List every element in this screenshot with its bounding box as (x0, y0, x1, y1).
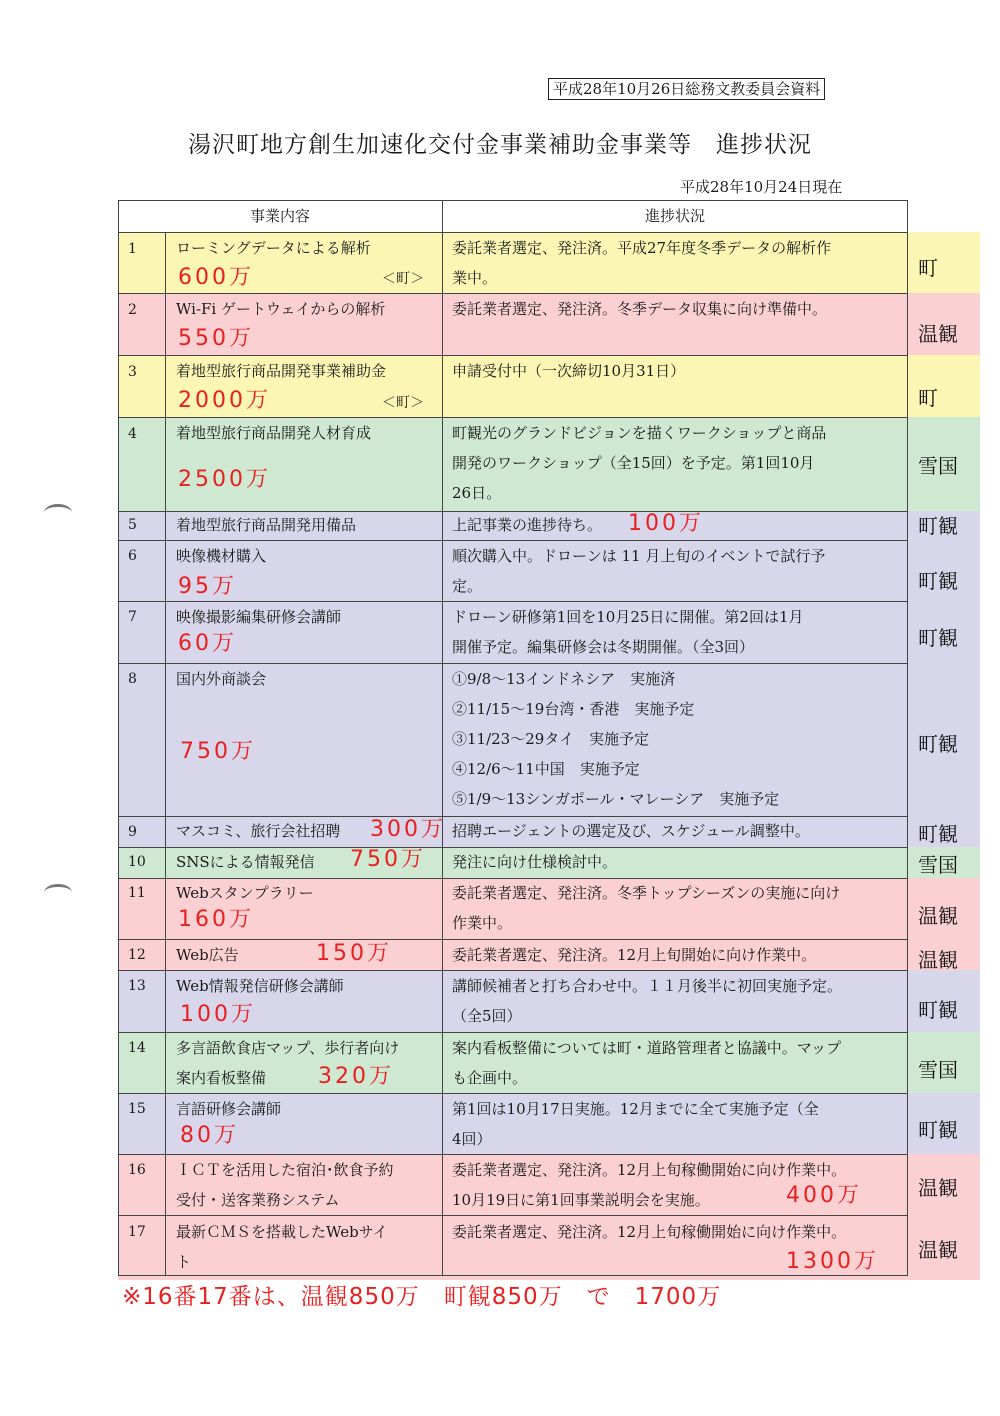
row-number: 15 (128, 1101, 146, 1117)
department-label: 雪国 (918, 853, 958, 877)
progress-line: 委託業者選定、発注済。12月上旬開始に向け作業中。 (452, 946, 817, 964)
amount-annotation: 1300万 (786, 1249, 879, 1274)
progress-line: 26日。 (452, 484, 502, 502)
department-label: 町 (918, 256, 938, 280)
footnote-annotation: ※16番17番は、温観850万 町観850万 で 1700万 (122, 1284, 722, 1310)
progress-line: 4回） (452, 1130, 492, 1148)
department-label: 温観 (918, 1176, 958, 1200)
amount-annotation: 160万 (178, 907, 254, 932)
item-content: 着地型旅行商品開発人材育成 (176, 424, 372, 442)
department-label: 町観 (918, 822, 958, 846)
item-content: Wi-Fi ゲートウェイからの解析 (176, 300, 386, 318)
item-content: Web広告 (176, 946, 239, 964)
item-content: 最新ＣＭＳを搭載したWebサイ (176, 1223, 388, 1241)
row-number: 7 (128, 609, 137, 625)
amount-annotation: 80万 (180, 1123, 239, 1148)
item-content: SNSによる情報発信 (176, 853, 315, 871)
item-content: 着地型旅行商品開発用備品 (176, 516, 357, 534)
progress-line: 町観光のグランドビジョンを描くワークショップと商品 (452, 424, 827, 442)
department-label: 町観 (918, 569, 958, 593)
row-number: 16 (128, 1162, 146, 1178)
department-label: 町観 (918, 1118, 958, 1142)
row-number: 5 (128, 517, 137, 533)
item-content: Web情報発信研修会講師 (176, 977, 344, 995)
row-number: 1 (128, 241, 137, 257)
item-content-line2: ト (176, 1253, 192, 1271)
progress-line: 作業中。 (452, 914, 513, 932)
item-content: ＩＣＴを活用した宿泊･飲食予約 (176, 1161, 394, 1179)
department-label: 町観 (918, 998, 958, 1022)
progress-line: 委託業者選定、発注済。平成27年度冬季データの解析作 (452, 239, 832, 257)
column-header-content: 事業内容 (249, 207, 310, 225)
progress-line: 順次購入中。ドローンは 11 月上旬のイベントで試行予 (452, 547, 826, 565)
department-label: 雪国 (918, 1058, 958, 1082)
amount-annotation: 750万 (350, 847, 426, 872)
department-label: 町観 (918, 514, 958, 538)
item-content: 多言語飲食店マップ、歩行者向け (176, 1039, 400, 1057)
progress-line: 発注に向け仕様検討中。 (452, 853, 618, 871)
item-content: 映像撮影編集研修会講師 (176, 608, 342, 626)
item-tag: ＜町＞ (382, 271, 424, 287)
amount-annotation: 400万 (786, 1183, 862, 1208)
amount-annotation: 300万 (370, 817, 446, 842)
item-content-line2: 受付・送客業務システム (176, 1191, 340, 1209)
progress-line: 申請受付中（一次締切10月31日） (452, 362, 686, 380)
progress-line: ドローン研修第1回を10月25日に開催。第2回は1月 (452, 608, 804, 626)
amount-annotation: 750万 (180, 739, 256, 764)
department-label: 町観 (918, 626, 958, 650)
row-number: 2 (128, 302, 137, 318)
amount-annotation: 320万 (318, 1064, 394, 1089)
department-label: 温観 (918, 1238, 958, 1262)
progress-line: 上記事業の進捗待ち。 (452, 516, 603, 534)
row-number: 4 (128, 426, 137, 442)
amount-annotation: 60万 (178, 631, 237, 656)
punch-hole-mark (44, 504, 72, 521)
row-number: 17 (128, 1224, 146, 1240)
amount-annotation: 150万 (316, 941, 392, 966)
department-label: 温観 (918, 948, 958, 972)
punch-hole-mark (44, 884, 72, 901)
progress-line: 開催予定。編集研修会は冬期開催。（全3回） (452, 638, 755, 656)
progress-line: ③11/23～29タイ 実施予定 (452, 730, 650, 748)
item-content: 映像機材購入 (176, 547, 267, 565)
amount-annotation: 2000万 (178, 388, 271, 413)
row-number: 11 (128, 885, 146, 901)
progress-line: ④12/6～11中国 実施予定 (452, 760, 640, 778)
amount-annotation: 600万 (178, 265, 254, 290)
item-tag: ＜町＞ (382, 395, 424, 411)
amount-annotation: 2500万 (178, 467, 271, 492)
progress-line: 定。 (452, 577, 483, 595)
progress-line: 委託業者選定、発注済。12月上旬稼働開始に向け作業中。 (452, 1161, 847, 1179)
item-content: ローミングデータによる解析 (176, 239, 371, 257)
progress-line: （全5回） (452, 1007, 522, 1025)
progress-line: ⑤1/9～13シンガポール・マレーシア 実施予定 (452, 790, 780, 808)
item-content-line2: 案内看板整備 (176, 1069, 267, 1087)
progress-line: 招聘エージェントの選定及び、スケジュール調整中。 (452, 822, 810, 840)
amount-annotation: 100万 (628, 511, 704, 536)
progress-line: 開発のワークショップ（全15回）を予定。第1回10月 (452, 454, 815, 472)
row-number: 10 (128, 854, 146, 870)
row-number: 9 (128, 824, 137, 840)
item-content: マスコミ、旅行会社招聘 (176, 822, 341, 840)
progress-line: 講師候補者と打ち合わせ中。１１月後半に初回実施予定。 (452, 977, 843, 995)
progress-line: 委託業者選定、発注済。冬季データ収集に向け準備中。 (452, 300, 828, 318)
as-of-date: 平成28年10月24日現在 (680, 178, 843, 196)
progress-line: ①9/8～13インドネシア 実施済 (452, 670, 676, 688)
progress-line: ②11/15～19台湾・香港 実施予定 (452, 700, 695, 718)
column-header-progress: 進捗状況 (644, 207, 705, 225)
item-content: 言語研修会講師 (176, 1100, 282, 1118)
page-title: 湯沢町地方創生加速化交付金事業補助金事業等 進捗状況 (188, 132, 812, 158)
row-number: 6 (128, 548, 137, 564)
progress-line: 業中。 (452, 269, 498, 287)
amount-annotation: 100万 (180, 1002, 256, 1027)
progress-line: 委託業者選定、発注済。冬季トップシーズンの実施に向け (452, 884, 841, 902)
row-number: 14 (128, 1040, 146, 1056)
amount-annotation: 550万 (178, 326, 254, 351)
progress-line: 10月19日に第1回事業説明会を実施。 (452, 1191, 710, 1209)
document-tag: 平成28年10月26日総務文教委員会資料 (548, 78, 825, 100)
department-label: 町観 (918, 732, 958, 756)
progress-line: 案内看板整備については町・道路管理者と協議中。マップ (452, 1039, 842, 1057)
row-number: 8 (128, 671, 137, 687)
row-number: 3 (128, 364, 137, 380)
progress-line: 第1回は10月17日実施。12月までに全て実施予定（全 (452, 1100, 819, 1118)
department-label: 町 (918, 386, 938, 410)
progress-line: も企画中。 (452, 1069, 528, 1087)
amount-annotation: 95万 (178, 574, 237, 599)
department-label: 温観 (918, 904, 958, 928)
department-label: 温観 (918, 322, 958, 346)
department-label: 雪国 (918, 454, 958, 478)
item-content: 国内外商談会 (176, 670, 267, 688)
row-number: 12 (128, 947, 146, 963)
row-number: 13 (128, 978, 146, 994)
item-content: 着地型旅行商品開発事業補助金 (176, 362, 387, 380)
progress-line: 委託業者選定、発注済。12月上旬稼働開始に向け作業中。 (452, 1223, 847, 1241)
item-content: Webスタンプラリー (176, 884, 314, 902)
